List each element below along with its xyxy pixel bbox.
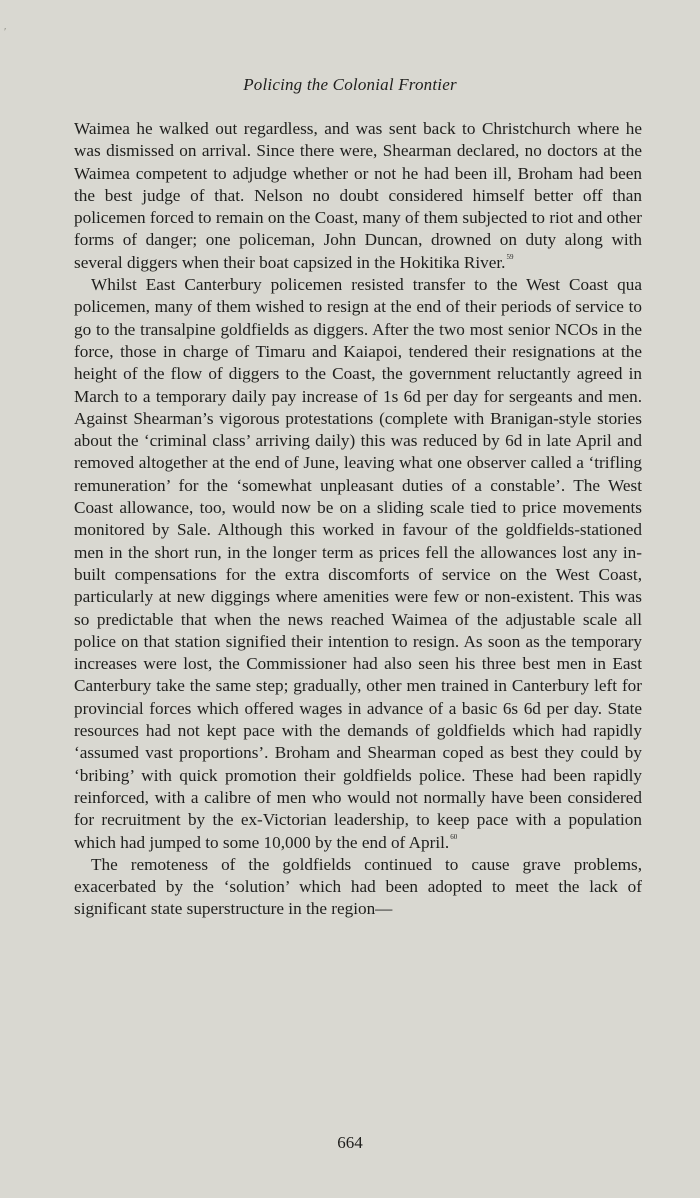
paragraph-1 [74, 118, 642, 274]
paragraph-2 [74, 274, 642, 854]
footnote-ref[interactable]: 59 [506, 253, 514, 262]
paragraph-text: Waimea he walked out regardless, and was sent back to Christchurch where he was dismissed on arrival. Since there were, Shearman declared, no doctors at the Waimea competent to adjudge whether or not he had been ill, Broham had been the best judge of that. Nelson no doubt considered himself better off than policemen forced to remain on the Coast, many of them subjected to riot and other forms of danger; one policeman, John Duncan, drowned on duty along with several diggers when their boat capsized in the Hokitika River. [74, 119, 642, 272]
paragraph-text: Whilst East Canterbury policemen resisted transfer to the West Coast qua policemen, many of them wished to resign at the end of their periods of service to go to the transalpine goldfields as diggers. After the two most senior NCOs in the force, those in charge of Timaru and Kaiapoi, tendered their resignations at the height of the flow of diggers to the Coast, the government reluctantly agreed in March to a temporary daily pay increase of 1s 6d per day for sergeants and men. Against Shearman’s vigorous protestations (complete with Branigan-style stories about the ‘criminal class’ arriving daily) this was reduced by 6d in late April and removed altogether at the end of June, leaving what one observer called a ‘trifling remuneration’ for the ‘somewhat unpleasant duties of a constable’. The West Coast allowance, too, would now be on a sliding scale tied to price movements monitored by Sale. Although this worked in favour of the goldfields-stationed men in the short run, in the longer term as prices fell the allowances lost any in-built compensations for the extra discomforts of service on the West Coast, particularly at new diggings where amenities were few or non-existent. This was so predictable that when the news reached Waimea of the adjustable scale all police on that station signified their intention to resign. As soon as the temporary increases were lost, the Commissioner had also seen his three best men in East Canterbury take the same step; gradually, other men trained in Canterbury left for provincial forces which offered wages in advance of a basic 6s 6d per day. State resources had not kept pace with the demands of goldfields which had rapidly ‘assumed vast proportions’. Broham and Shearman coped as best they could by ‘bribing’ with quick promotion their goldfields police. These had been rapidly reinforced, with a calibre of men who would not normally have been considered for recruitment by the ex-Victorian leadership, to keep pace with a population which had jumped to some 10,000 by the end of April. [74, 275, 642, 852]
paragraph-text: The remoteness of the goldfields continued to cause grave problems, exacerbated by the ‘solution’ which had been adopted to meet the lack of significant state superstructure in the region— [74, 854, 642, 919]
margin-mark: ʹ [4, 26, 7, 38]
page-number: 664 [337, 1133, 363, 1152]
running-head: Policing the Colonial Frontier [243, 75, 457, 94]
paragraph-3 [74, 854, 642, 921]
footnote-ref[interactable]: 60 [450, 832, 458, 841]
body-text [74, 118, 642, 921]
